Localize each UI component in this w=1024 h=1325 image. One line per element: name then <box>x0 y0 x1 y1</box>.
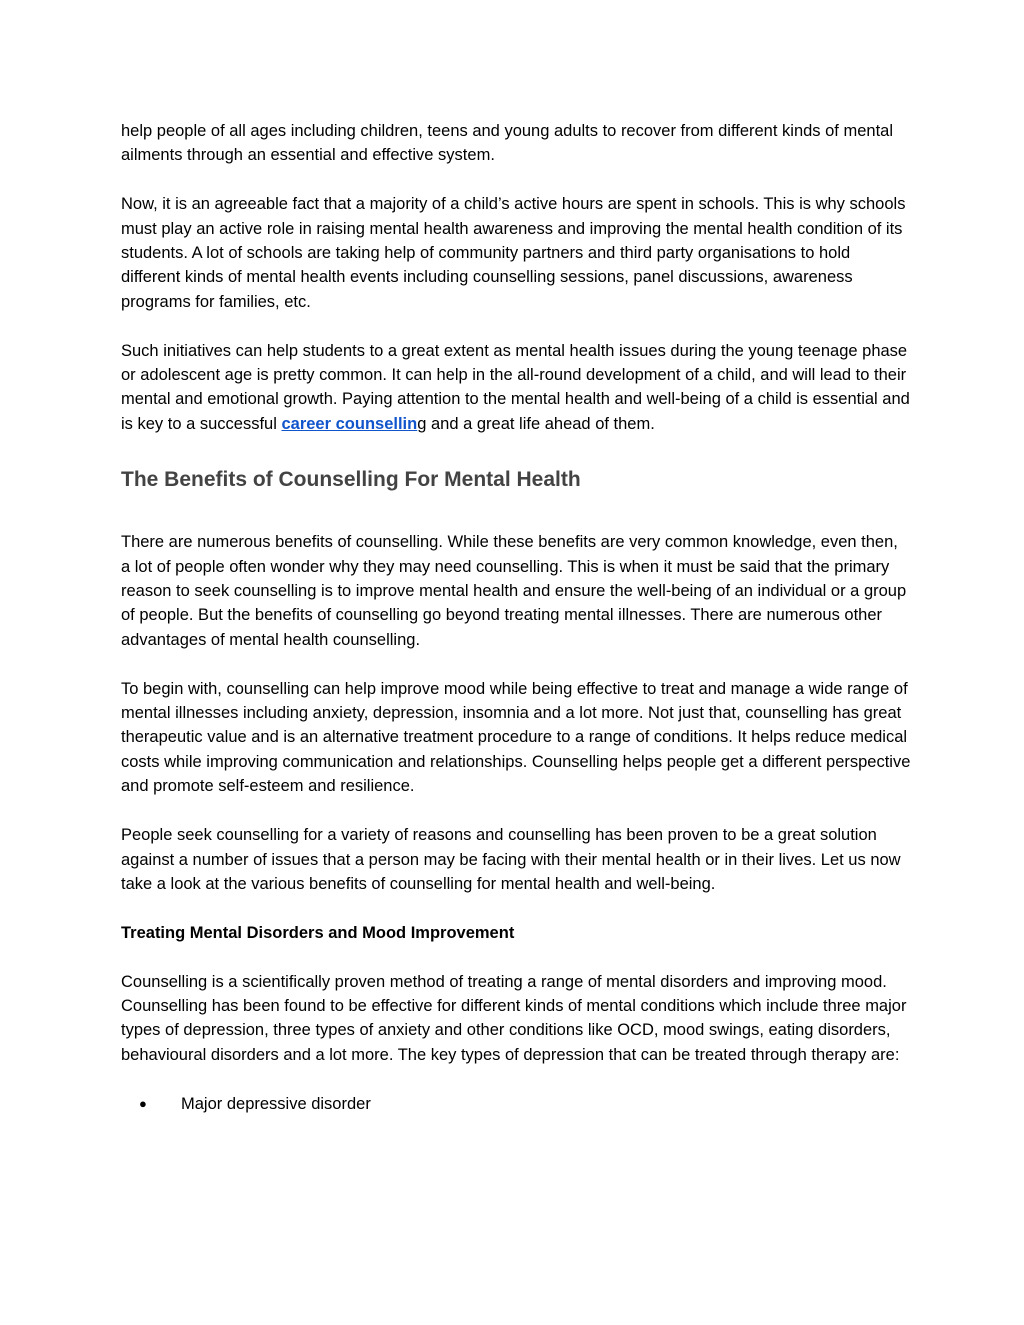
paragraph-initiatives <box>121 339 911 437</box>
paragraph-reasons: People seek counselling for a variety of reasons and counselling has been proven to be a great solution against a number of issues that a person may be facing with their mental health or in their lives. Let us now take a look at the various benefits of counselling for mental health and well-being. <box>121 826 901 893</box>
subheading-treating-disorders: Treating Mental Disorders and Mood Improvement <box>121 923 515 942</box>
paragraph-improve-mood: To begin with, counselling can help improve mood while being effective to treat and manage a wide range of mental illnesses including anxiety, depression, insomnia and a lot more. Not just that, counselling has great therapeutic value and is an alternative treatment procedure to a range of conditions. It helps reduce medical costs while improving communication and relationships. Counselling helps people get a different perspective and promote self-esteem and resilience. <box>121 679 911 796</box>
bullet-icon: ● <box>139 1095 147 1111</box>
section-heading-benefits: The Benefits of Counselling For Mental Health <box>121 468 581 492</box>
list-item <box>121 1092 911 1116</box>
document-page <box>121 119 911 1116</box>
paragraph-initiatives-text: Such initiatives can help students to a great extent as mental health issues during the young teenage phase or adolescent age is pretty common. It can help in the all-round development of a child, and will lead to their mental and emotional growth. Paying attention to the mental health and well-being of a child is essential and is key to a successful <box>121 341 910 433</box>
paragraph-intro-continuation: help people of all ages including children, teens and young adults to recover from different kinds of mental ailments through an essential and effective system. <box>121 122 894 165</box>
paragraph-initiatives-tail: g and a great life ahead of them. <box>417 414 655 433</box>
paragraph-scientific-method: Counselling is a scientifically proven method of treating a range of mental disorders and improving mood. Counselling has been found to be effective for different kinds of mental conditions which include three major types of depression, three types of anxiety and other conditions like OCD, mood swings, eating disorders, behavioural disorders and a lot more. The key types of depression that can be treated through therapy are: <box>121 972 907 1064</box>
career-counselling-link[interactable]: career counsellin <box>281 414 418 433</box>
depression-types-list <box>121 1092 911 1116</box>
paragraph-schools-role: Now, it is an agreeable fact that a majority of a child’s active hours are spent in schools. This is why schools must play an active role in raising mental health awareness and improving the mental health condition of its students. A lot of schools are taking help of community partners and third party organisations to hold different kinds of mental health events including counselling sessions, panel discussions, awareness programs for families, etc. <box>121 195 906 311</box>
list-item-label: Major depressive disorder <box>181 1094 371 1113</box>
paragraph-numerous-benefits: There are numerous benefits of counselling. While these benefits are very common knowledge, even then, a lot of people often wonder why they may need counselling. This is when it must be said that the primary reason to seek counselling is to improve mental health and ensure the well-being of an individual or a group of people. But the benefits of counselling go beyond treating mental illnesses. There are numerous other advantages of mental health counselling. <box>121 533 907 649</box>
